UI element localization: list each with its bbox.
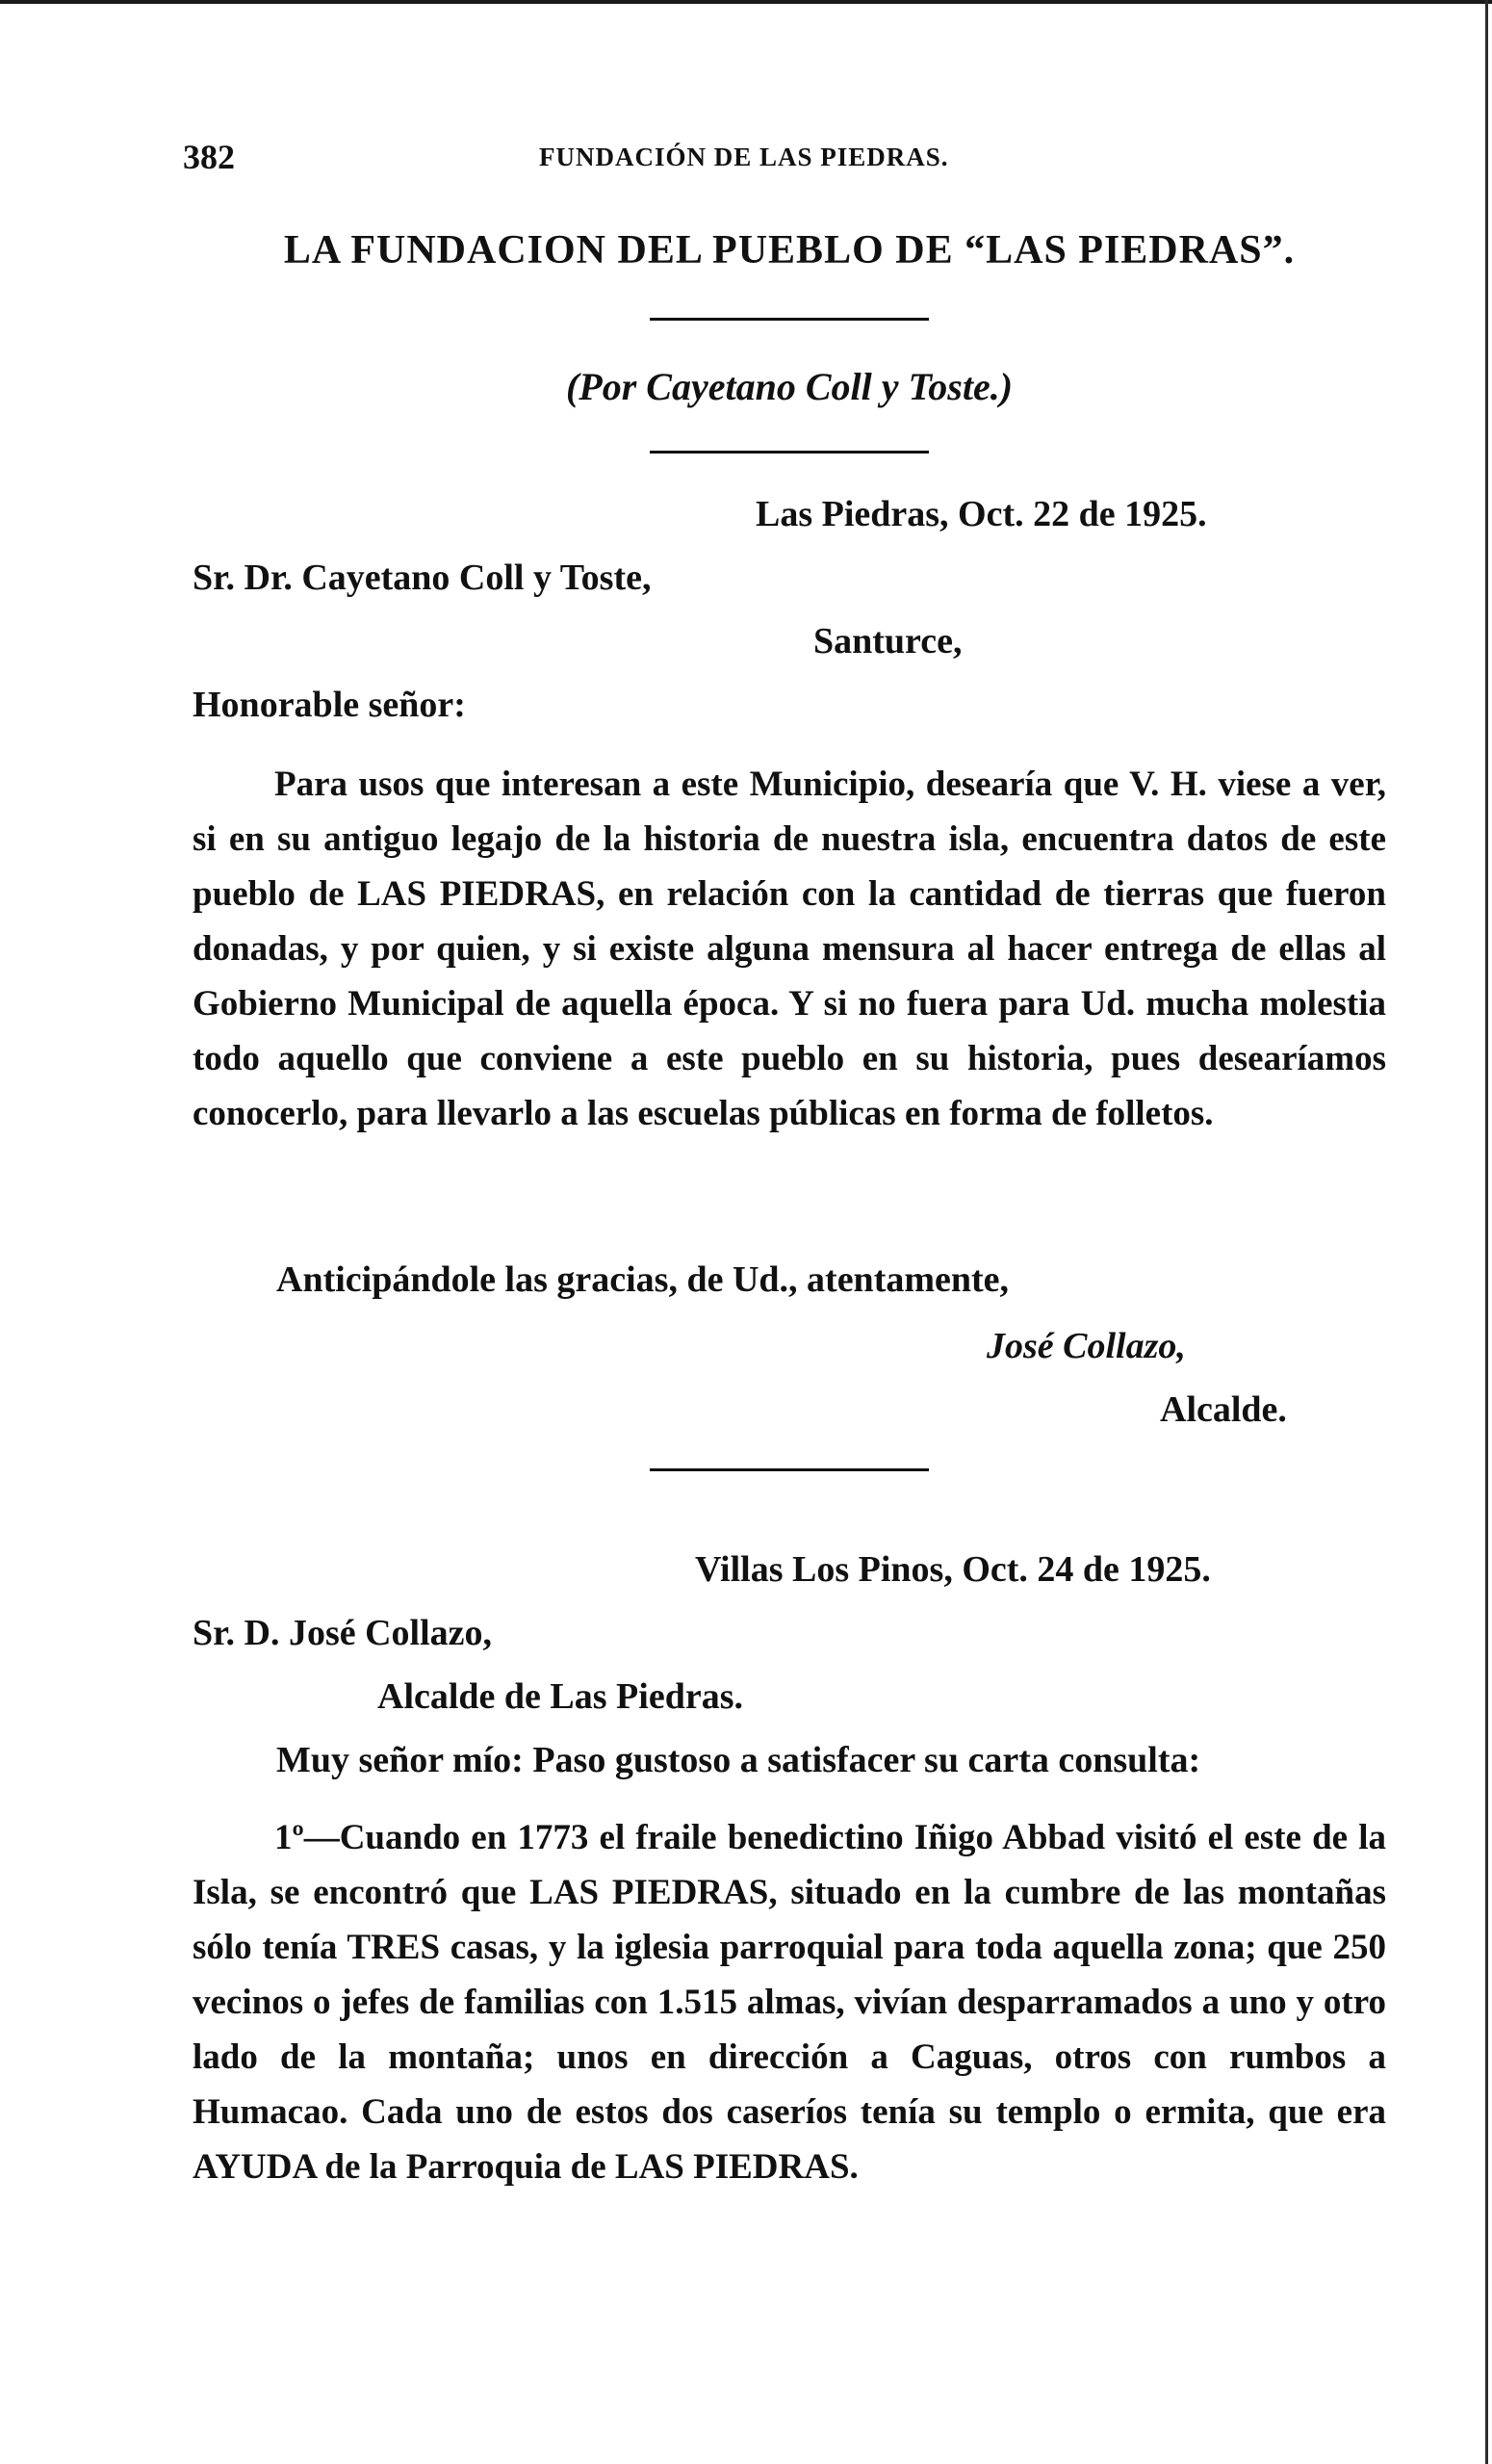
letter2-recipient: Sr. D. José Collazo, xyxy=(193,1613,493,1653)
letter1-closing: Anticipándole las gracias, de Ud., atentamente, xyxy=(276,1259,1010,1300)
letter1-signature: José Collazo, xyxy=(987,1326,1186,1366)
letter1-salutation: Honorable señor: xyxy=(193,685,466,725)
letter1-recipient: Sr. Dr. Cayetano Coll y Toste, xyxy=(193,558,652,598)
article-byline: (Por Cayetano Coll y Toste.) xyxy=(565,365,1014,408)
letter1-signer-title: Alcalde. xyxy=(1160,1389,1287,1430)
page-header xyxy=(183,137,1396,183)
letter2-salutation: Muy señor mío: Paso gustoso a satisfacer su carta consulta: xyxy=(276,1740,1201,1780)
letter1-dateline: Las Piedras, Oct. 22 de 1925. xyxy=(756,494,1207,534)
page-number: 382 xyxy=(183,138,235,176)
article-title: LA FUNDACION DEL PUEBLO DE “LAS PIEDRAS”. xyxy=(283,228,1296,272)
divider-rule xyxy=(650,451,929,454)
letter2-recipient-title: Alcalde de Las Piedras. xyxy=(377,1676,743,1717)
right-border-rule xyxy=(1485,0,1488,2464)
letter2-body: 1º—Cuando en 1773 el fraile benedictino Iñigo Abbad visitó el este de la Isla, se encontró que LAS PIEDRAS, situado en la cumbre de las montañas sólo tenía TRES casas, y la iglesia parroquial para toda aquella zona; que 250 vecinos o jefes de familias con 1.515 almas, vivían desparramados a uno y otro lado de la montaña; unos en dirección a Caguas, otros con rumbos a Humacao. Cada uno de estos dos caseríos tenía su templo o ermita, que era AYUDA de la Parroquia de LAS PIEDRAS. xyxy=(193,1818,1386,2187)
letter1-body: Para usos que interesan a este Municipio, desearía que V. H. viese a ver, si en su antiguo legajo de la historia de nuestra isla, encuentra datos de este pueblo de LAS PIEDRAS, en relación con la cantidad de tierras que fueron donadas, y por quien, y si existe alguna mensura al hacer entrega de ellas al Gobierno Municipal de aquella época. Y si no fuera para Ud. mucha molestia todo aquello que conviene a este pueblo en su historia, pues desearíamos conocerlo, para llevarlo a las escuelas públicas en forma de folletos. xyxy=(193,765,1386,1133)
letter1-recipient-place: Santurce, xyxy=(813,621,963,661)
top-border-rule xyxy=(0,0,1492,4)
divider-rule xyxy=(650,1468,929,1471)
divider-rule xyxy=(650,318,929,321)
letter2-dateline: Villas Los Pinos, Oct. 24 de 1925. xyxy=(695,1549,1211,1590)
running-head: FUNDACIÓN DE LAS PIEDRAS. xyxy=(539,143,949,171)
